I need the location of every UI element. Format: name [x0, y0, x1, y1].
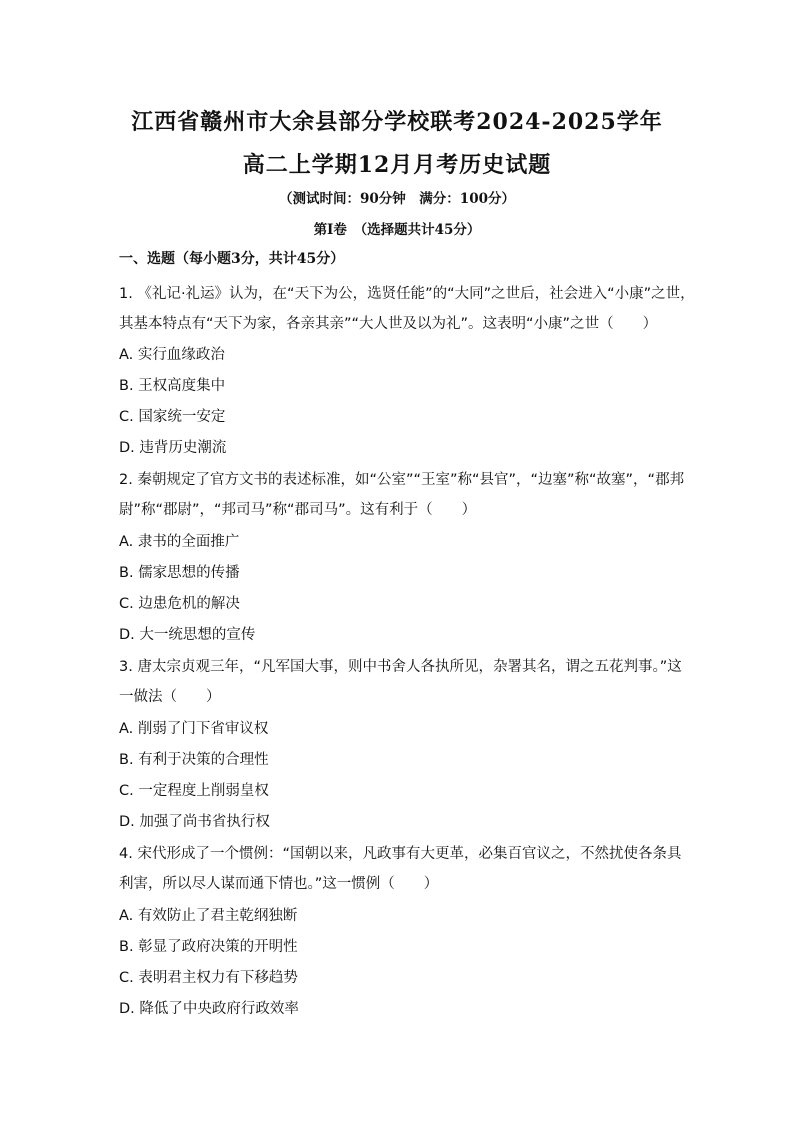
option-d: D. 加强了尚书省执行权 [119, 814, 270, 830]
section-heading: 一、选题（每小题3分，共计45分） [119, 251, 345, 267]
question-stem-line: 2. 秦朝规定了官方文书的表述标准，如“公室”“王室”称“县官”，“边塞”称“故塞”，“郡邦 [119, 472, 685, 488]
option-a: A. 实行血缘政治 [119, 347, 225, 363]
option-a: A. 隶书的全面推广 [119, 534, 240, 550]
question-stem-line: 尉”称“郡尉”，“邦司马”称“郡司马”。这有利于（ ） [119, 502, 477, 518]
volume-info: 第Ⅰ卷 （选择题共计45分） [313, 222, 481, 238]
option-b: B. 彰显了政府决策的开明性 [119, 939, 298, 955]
question-stem-line: 利害，所以尽人谋而通下情也。”这一惯例（ ） [119, 876, 439, 892]
option-b: B. 王权高度集中 [119, 378, 226, 394]
question-stem-line: 1. 《礼记·礼运》认为，在“天下为公，选贤任能”的“大同”之世后，社会进入“小康”之世， [119, 286, 695, 302]
exam-title-line1: 江西省赣州市大余县部分学校联考2024-2025学年 [131, 109, 663, 135]
option-b: B. 儒家思想的传播 [119, 565, 240, 581]
option-a: A. 削弱了门下省审议权 [119, 721, 269, 737]
option-d: D. 违背历史潮流 [119, 440, 227, 456]
option-c: C. 边患危机的解决 [119, 596, 240, 612]
option-d: D. 大一统思想的宣传 [119, 627, 256, 643]
exam-time-score-info: （测试时间：90分钟 满分：100分） [279, 191, 515, 207]
exam-title-line2: 高二上学期12月月考历史试题 [242, 152, 552, 178]
option-c: C. 国家统一安定 [119, 409, 226, 425]
option-c: C. 表明君主权力有下移趋势 [119, 970, 298, 986]
option-d: D. 降低了中央政府行政效率 [119, 1001, 299, 1017]
option-a: A. 有效防止了君主乾纲独断 [119, 908, 298, 924]
question-stem-line: 其基本特点有“天下为家，各亲其亲”“大人世及以为礼”。这表明“小康”之世（ ） [119, 316, 658, 332]
question-stem-line: 3. 唐太宗贞观三年，“凡军国大事，则中书舍人各执所见，杂署其名，谓之五花判事。”这 [119, 659, 682, 675]
question-stem-line: 4. 宋代形成了一个惯例：“国朝以来，凡政事有大更革，必集百官议之，不然扰使各条具 [119, 846, 682, 862]
option-c: C. 一定程度上削弱皇权 [119, 783, 269, 799]
question-stem-line: 一做法（ ） [119, 689, 221, 705]
option-b: B. 有利于决策的合理性 [119, 752, 269, 768]
